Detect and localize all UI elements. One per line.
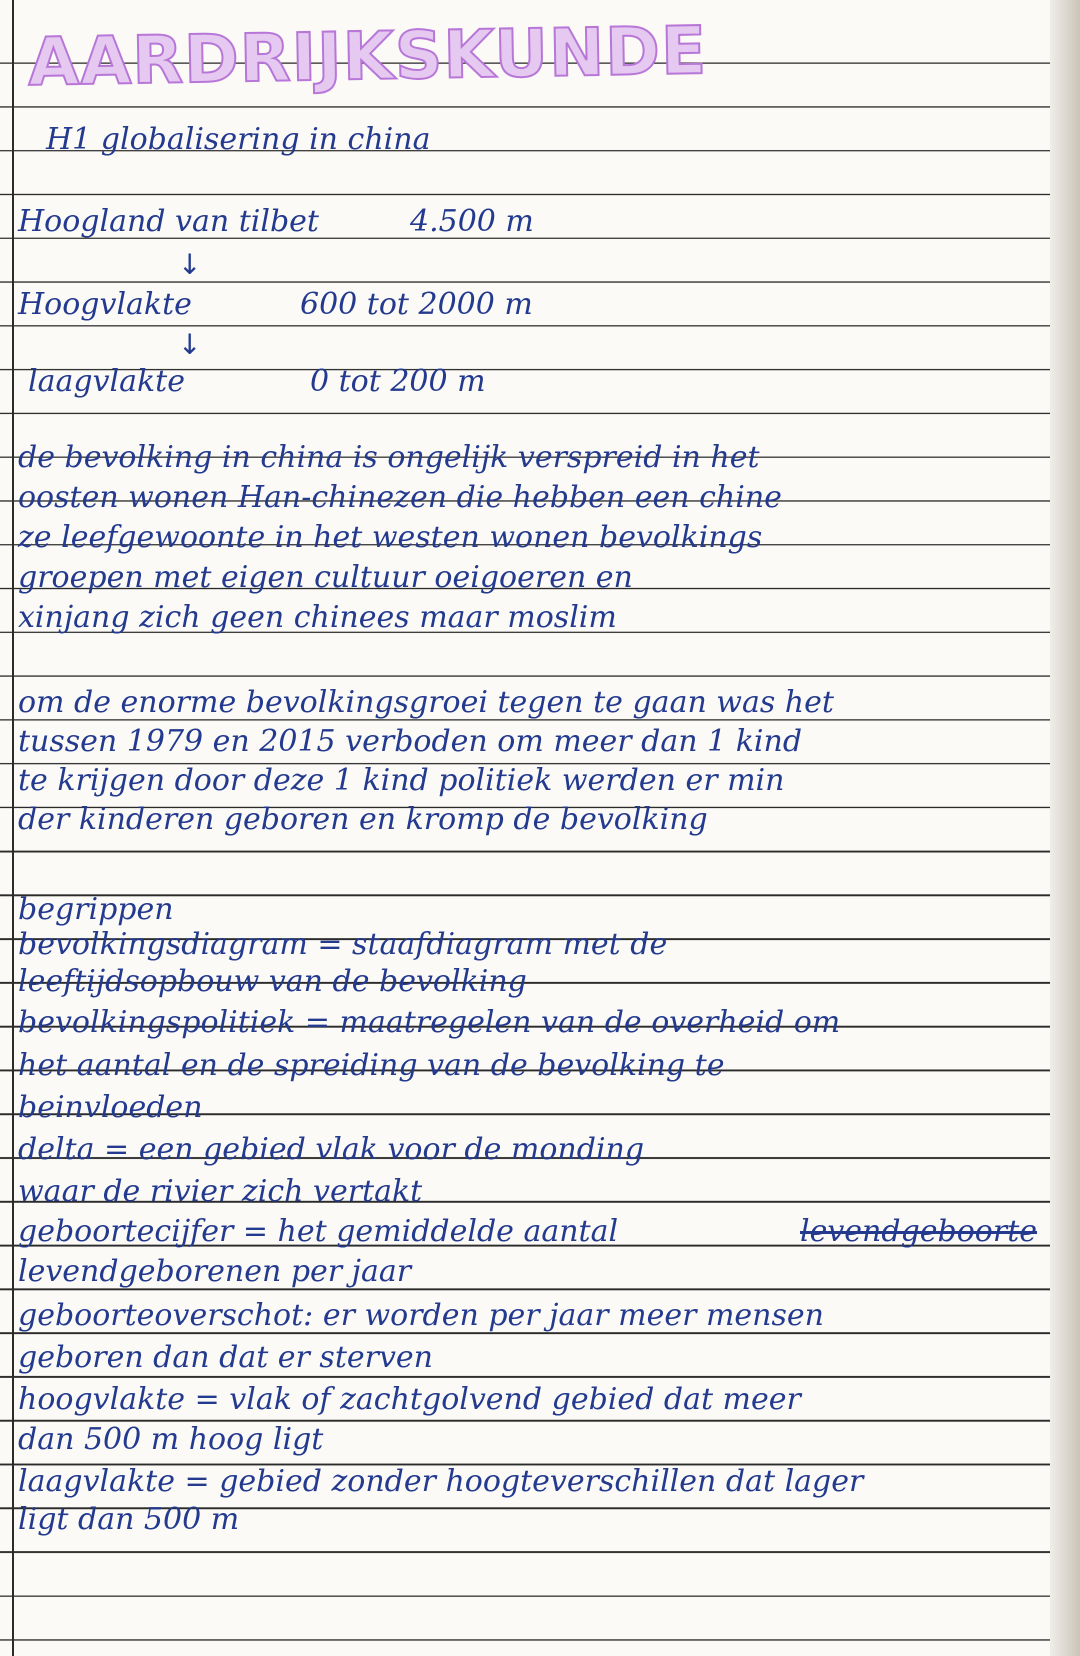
term-line: dan 500 m hoog ligt bbox=[18, 1422, 324, 1457]
text-line: der kinderen geboren en kromp de bevolking bbox=[18, 802, 708, 837]
term-line: laagvlakte = gebied zonder hoogteverschillen dat lager bbox=[18, 1464, 864, 1499]
term-line: het aantal en de spreiding van de bevolking te bbox=[18, 1048, 725, 1083]
terms-heading: begrippen bbox=[18, 892, 174, 927]
text-line: te krijgen door deze 1 kind politiek werden er min bbox=[18, 763, 785, 798]
level-name: laagvlakte bbox=[28, 364, 185, 399]
down-arrow-icon: ↓ bbox=[178, 248, 202, 281]
term-line: bevolkingspolitiek = maatregelen van de overheid om bbox=[18, 1005, 841, 1040]
margin-line bbox=[12, 0, 14, 1656]
chapter-heading: H1 globalisering in china bbox=[46, 122, 431, 157]
level-height: 600 tot 2000 m bbox=[300, 287, 533, 322]
term-line: geboorteoverschot: er worden per jaar meer mensen bbox=[18, 1298, 824, 1333]
text-line: ze leefgewoonte in het westen wonen bevolkings bbox=[18, 520, 763, 555]
background-surface bbox=[1050, 0, 1080, 1656]
term-line: beinvloeden bbox=[18, 1090, 203, 1125]
text-line: om de enorme bevolkingsgroei tegen te gaan was het bbox=[18, 685, 834, 720]
term-line: leeftijdsopbouw van de bevolking bbox=[18, 964, 527, 999]
level-name: Hoogland van tilbet bbox=[18, 204, 319, 239]
down-arrow-icon: ↓ bbox=[178, 328, 202, 361]
term-line: waar de rivier zich vertakt bbox=[18, 1174, 423, 1209]
text-line: tussen 1979 en 2015 verboden om meer dan 1 kind bbox=[18, 724, 803, 759]
term-line: bevolkingsdiagram = staafdiagram met de bbox=[18, 927, 668, 962]
text-line: xinjang zich geen chinees maar moslim bbox=[18, 600, 617, 635]
level-name: Hoogvlakte bbox=[18, 287, 192, 322]
text-line: groepen met eigen cultuur oeigoeren en bbox=[18, 560, 633, 595]
term-line: geboortecijfer = het gemiddelde aantal bbox=[18, 1214, 619, 1249]
term-line: delta = een gebied vlak voor de monding bbox=[18, 1132, 645, 1167]
page-title: AARDRIJKSKUNDE bbox=[27, 12, 708, 101]
term-line: levendgeborenen per jaar bbox=[18, 1254, 412, 1289]
struck-word: levendgeboorte bbox=[800, 1214, 1038, 1249]
level-height: 4.500 m bbox=[410, 204, 534, 239]
term-line: hoogvlakte = vlak of zachtgolvend gebied dat meer bbox=[18, 1382, 801, 1417]
term-line: ligt dan 500 m bbox=[18, 1502, 240, 1537]
text-line: de bevolking in china is ongelijk verspreid in het bbox=[18, 440, 760, 475]
level-height: 0 tot 200 m bbox=[310, 364, 486, 399]
term-line: geboren dan dat er sterven bbox=[18, 1340, 434, 1375]
text-line: oosten wonen Han-chinezen die hebben een chine bbox=[18, 480, 782, 515]
